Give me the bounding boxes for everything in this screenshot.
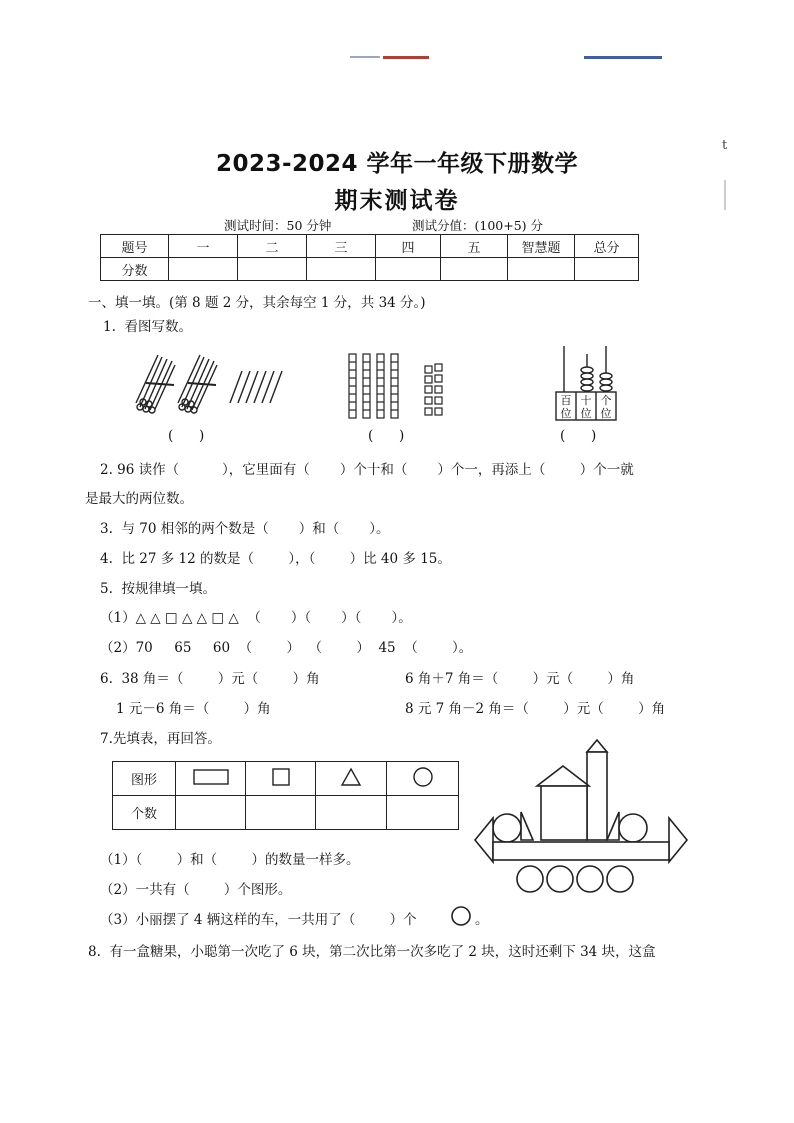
- score-cell[interactable]: [508, 258, 575, 281]
- abacus-label: 十: [580, 394, 592, 407]
- scan-mark-grey: [350, 56, 380, 58]
- margin-mark: t: [722, 138, 728, 153]
- question-5-line2: （2）70 65 60 （ ） （ ） 45 （ ）。: [100, 640, 473, 656]
- scan-mark-blue: [584, 56, 662, 59]
- count-cell[interactable]: [176, 796, 246, 830]
- score-header-cell: 智慧题: [508, 235, 575, 258]
- abacus-label: 位: [580, 407, 592, 420]
- question-6-line2b: 8 元 7 角－2 角＝（ ）元（ ）角: [405, 701, 666, 717]
- tower-roof-triangle-icon: [587, 740, 607, 752]
- wheel-circle-icon: [577, 866, 603, 892]
- stick-bundle-icon: [136, 355, 175, 413]
- score-cell[interactable]: [307, 258, 376, 281]
- abacus-figure: [554, 344, 624, 424]
- question-1-text: 1. 看图写数。: [103, 319, 192, 335]
- abacus-label: 百: [560, 394, 572, 407]
- score-header-cell: 五: [441, 235, 508, 258]
- score-table-row: [101, 258, 639, 281]
- question-5-line1: （1）△ △ □ △ △ □ △ （ ）（ ）（ ）。: [100, 610, 412, 626]
- question-3: 3. 与 70 相邻的两个数是（ ）和（ ）。: [100, 521, 390, 537]
- score-cell[interactable]: [575, 258, 639, 281]
- question-6-line2a: 1 元－6 角＝（ ）角: [116, 701, 271, 717]
- abacus-label: 位: [560, 407, 572, 420]
- answer-blank[interactable]: ( ): [168, 428, 205, 444]
- count-row-label: 个数: [113, 796, 176, 830]
- score-header-cell: 总分: [575, 235, 639, 258]
- shape-count-table: [112, 761, 459, 830]
- base-ten-blocks-figure: [345, 350, 455, 430]
- side-triangle-right-icon: [607, 812, 619, 840]
- square-shape-icon: [272, 768, 290, 786]
- score-header-cell: 一: [169, 235, 238, 258]
- wheel-circle-icon: [517, 866, 543, 892]
- question-6-line1b: 6 角＋7 角＝（ ）元（ ）角: [405, 671, 635, 687]
- section-heading: 一、填一填。(第 8 题 2 分，其余每空 1 分，共 34 分。): [88, 295, 426, 311]
- question-8: 8. 有一盒糖果，小聪第一次吃了 6 块，第二次比第一次多吃了 2 块，这时还剩下 34 块，这盒: [88, 944, 656, 960]
- triangle-shape-icon: [341, 768, 361, 786]
- answer-blank[interactable]: ( ): [368, 428, 405, 444]
- score-cell[interactable]: [238, 258, 307, 281]
- circle-icon: [493, 814, 521, 842]
- stick-bundles-figure: [130, 345, 290, 425]
- unit-cube-icon: [425, 364, 442, 415]
- question-2-line2: 是最大的两位数。: [85, 491, 193, 507]
- score-row-label: 分数: [101, 258, 169, 281]
- abacus-label: 位: [600, 407, 612, 420]
- page-subtitle: 期末测试卷: [334, 188, 460, 214]
- score-table: [100, 234, 639, 281]
- period-mark: 。: [475, 912, 489, 928]
- wheel-circle-icon: [607, 866, 633, 892]
- circle-icon: [450, 905, 472, 927]
- shape-vehicle-figure: [473, 738, 693, 898]
- base-rectangle-icon: [493, 842, 669, 860]
- score-header-cell: 四: [376, 235, 441, 258]
- side-triangle-left-icon: [521, 812, 533, 840]
- body-square-icon: [541, 786, 587, 840]
- question-7-sub1: （1）（ ）和（ ）的数量一样多。: [100, 852, 360, 868]
- ten-rod-icon: [363, 354, 370, 418]
- ten-rod-icon: [349, 354, 356, 418]
- score-header-cell: 三: [307, 235, 376, 258]
- question-7-text: 7.先填表，再回答。: [100, 731, 221, 747]
- test-score: 测试分值：(100+5) 分: [412, 218, 544, 233]
- page-title: 2023-2024 学年一年级下册数学: [215, 151, 579, 177]
- shape-row-label: 图形: [113, 762, 176, 796]
- circle-icon: [619, 814, 647, 842]
- score-header-cell: 二: [238, 235, 307, 258]
- count-cell[interactable]: [316, 796, 387, 830]
- score-cell[interactable]: [441, 258, 508, 281]
- table-row: [113, 762, 459, 796]
- score-cell[interactable]: [376, 258, 441, 281]
- question-5-text: 5. 按规律填一填。: [100, 581, 216, 597]
- table-row: [113, 796, 459, 830]
- margin-mark: [724, 180, 726, 210]
- tower-rectangle-icon: [587, 752, 607, 840]
- test-time: 测试时间：50 分钟: [224, 218, 332, 233]
- score-cell[interactable]: [169, 258, 238, 281]
- rectangle-shape-icon: [193, 769, 229, 785]
- scan-mark-red: [383, 56, 429, 59]
- count-cell[interactable]: [387, 796, 459, 830]
- answer-blank[interactable]: ( ): [560, 428, 597, 444]
- stick-bundle-icon: [178, 355, 217, 413]
- back-triangle-icon: [669, 818, 687, 862]
- question-4: 4. 比 27 多 12 的数是（ ），（ ）比 40 多 15。: [100, 551, 451, 567]
- ten-rod-icon: [377, 354, 384, 418]
- question-6-line1a: 6. 38 角＝（ ）元（ ）角: [100, 671, 320, 687]
- abacus-label: 个: [600, 394, 612, 407]
- roof-triangle-icon: [537, 766, 589, 786]
- circle-shape-icon: [413, 767, 433, 787]
- front-triangle-icon: [475, 818, 493, 862]
- score-header-cell: 题号: [101, 235, 169, 258]
- score-table-header: [101, 235, 639, 258]
- question-2-line1: 2. 96 读作（ ），它里面有（ ）个十和（ ）个一，再添上（ ）个一就: [100, 462, 634, 478]
- ten-rod-icon: [391, 354, 398, 418]
- question-7-sub3: （3）小丽摆了 4 辆这样的车，一共用了（ ）个: [100, 912, 417, 928]
- count-cell[interactable]: [246, 796, 316, 830]
- question-7-sub2: （2）一共有（ ）个图形。: [100, 882, 292, 898]
- wheel-circle-icon: [547, 866, 573, 892]
- single-sticks-icon: [230, 371, 282, 403]
